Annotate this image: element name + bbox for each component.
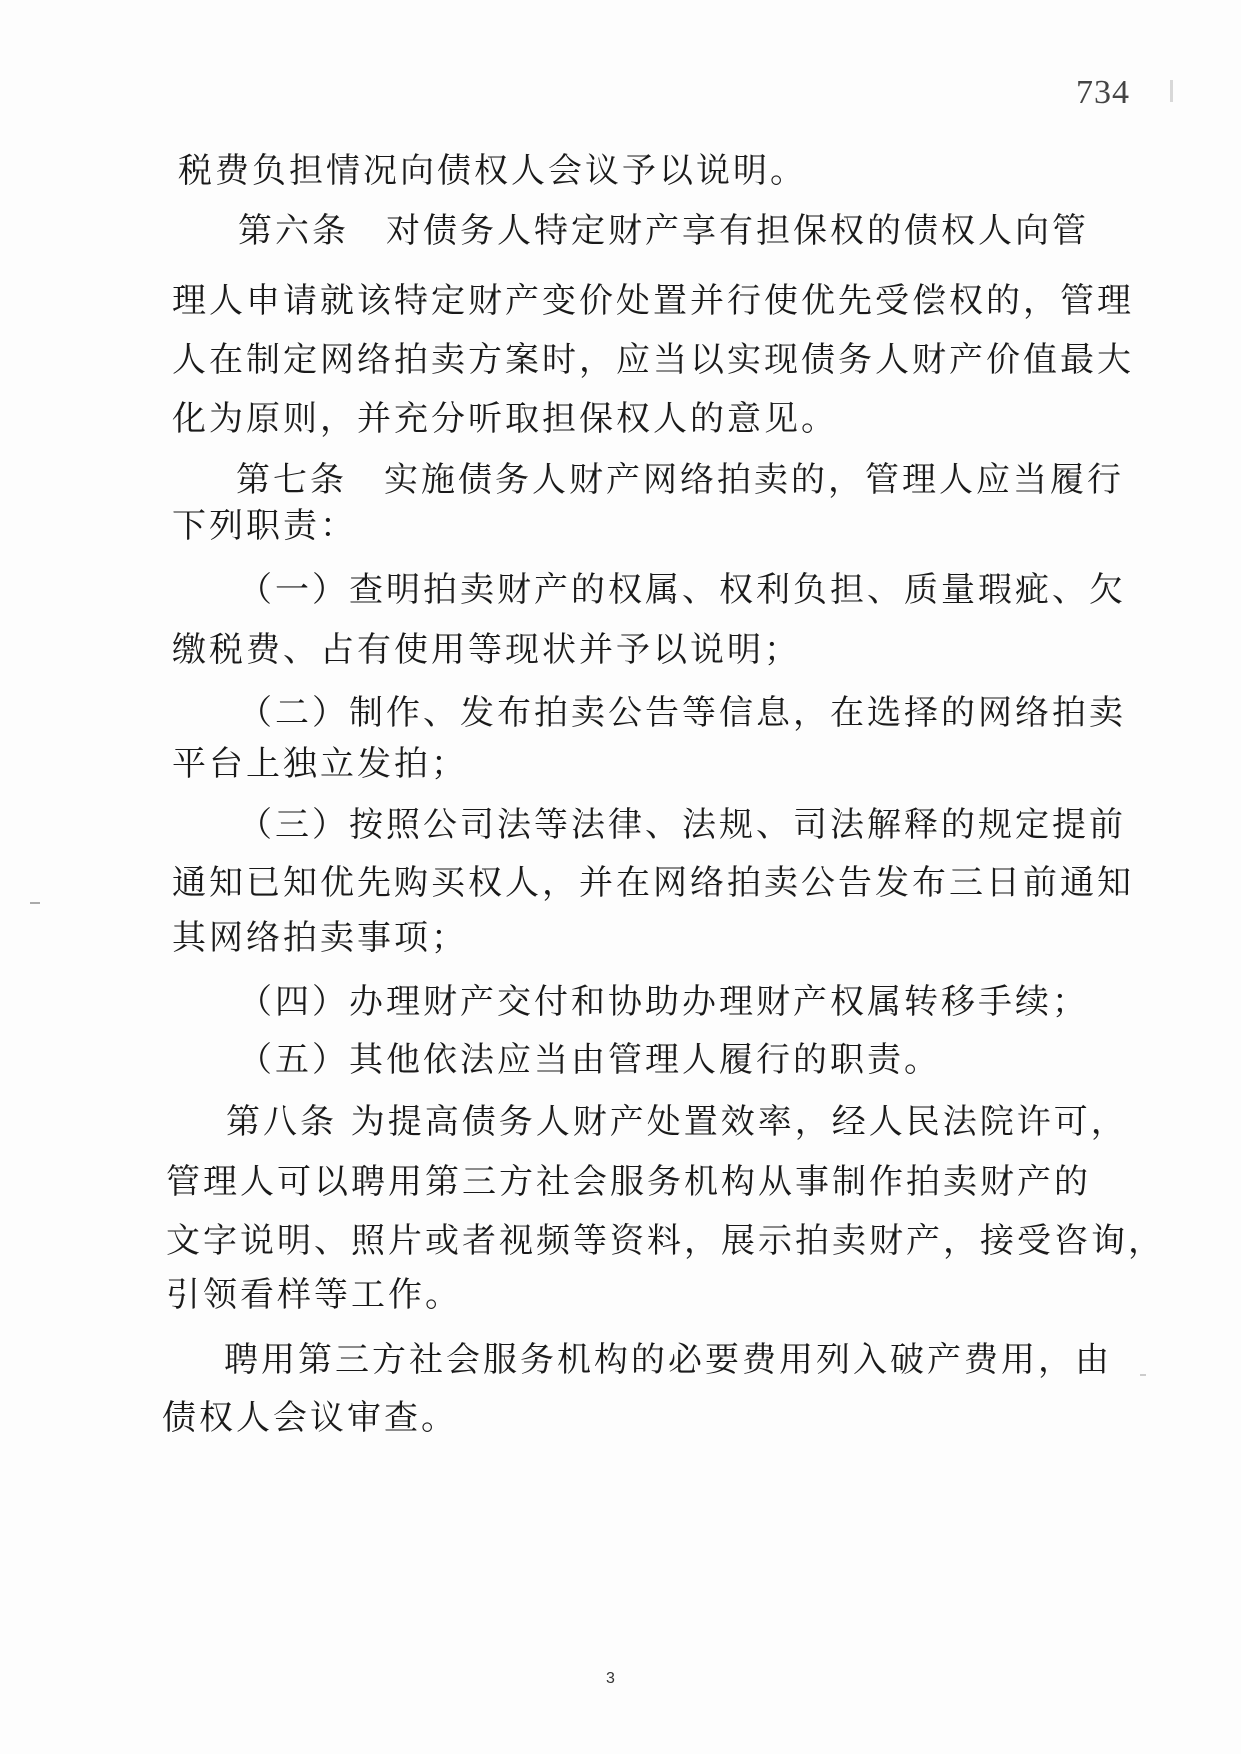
list-item-5: （五）其他依法应当由管理人履行的职责。 — [238, 1040, 941, 1080]
list-item-1: （一）查明拍卖财产的权属、权利负担、质量瑕疵、欠 — [238, 570, 1126, 610]
text-line: 理人申请就该特定财产变价处置并行使优先受偿权的，管理 — [172, 281, 1134, 321]
text-line: 通知已知优先购买权人，并在网络拍卖公告发布三日前通知 — [172, 863, 1134, 903]
handwritten-page-number: 734 — [1076, 74, 1130, 111]
text-line: 缴税费、占有使用等现状并予以说明； — [172, 630, 801, 670]
margin-mark — [1170, 80, 1173, 102]
page-number: 3 — [606, 1670, 615, 1687]
text-line: 其网络拍卖事项； — [172, 918, 468, 958]
text-line: 下列职责： — [172, 506, 357, 546]
text-line: 人在制定网络拍卖方案时，应当以实现债务人财产价值最大 — [172, 340, 1134, 380]
article-6-heading-line: 第六条 对债务人特定财产享有担保权的债权人向管 — [238, 211, 1089, 251]
text-line: 平台上独立发拍； — [172, 744, 468, 784]
text-line: 税费负担情况向债权人会议予以说明。 — [178, 151, 807, 191]
text-line: 文字说明、照片或者视频等资料，展示拍卖财产，接受咨询， — [166, 1221, 1165, 1261]
text-line: 引领看样等工作。 — [166, 1275, 462, 1315]
article-8-heading-line: 第八条 为提高债务人财产处置效率，经人民法院许可， — [226, 1102, 1128, 1142]
scan-speck — [30, 902, 40, 904]
article-7-heading-line: 第七条 实施债务人财产网络拍卖的，管理人应当履行 — [236, 460, 1124, 500]
scan-speck — [1140, 1374, 1146, 1376]
text-line: 聘用第三方社会服务机构的必要费用列入破产费用，由 — [224, 1340, 1112, 1380]
text-line: 债权人会议审查。 — [162, 1398, 458, 1438]
text-line: 化为原则，并充分听取担保权人的意见。 — [172, 399, 838, 439]
list-item-3: （三）按照公司法等法律、法规、司法解释的规定提前 — [238, 805, 1126, 845]
list-item-4: （四）办理财产交付和协助办理财产权属转移手续； — [238, 982, 1089, 1022]
list-item-2: （二）制作、发布拍卖公告等信息，在选择的网络拍卖 — [238, 693, 1126, 733]
text-line: 管理人可以聘用第三方社会服务机构从事制作拍卖财产的 — [166, 1162, 1091, 1202]
